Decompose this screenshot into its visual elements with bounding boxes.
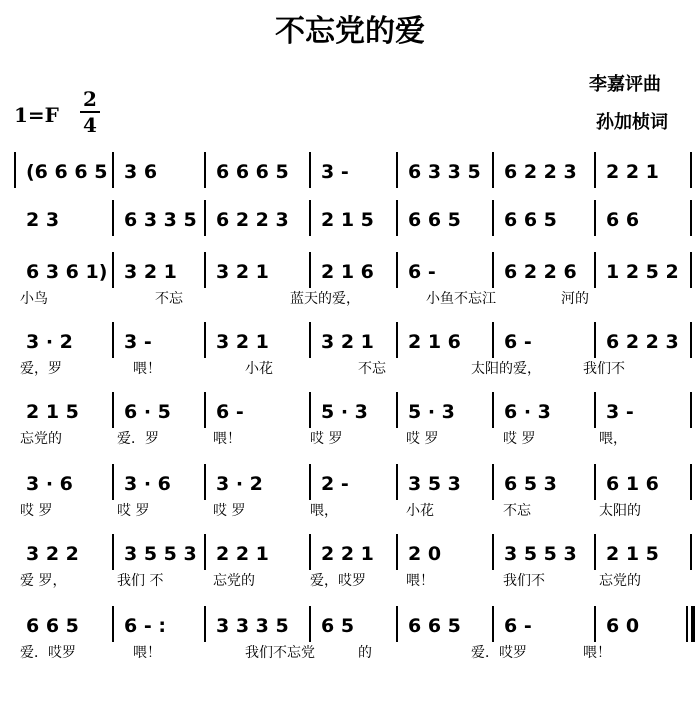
lyric-fragment: 哎 罗 — [213, 503, 246, 519]
lyric-line — [14, 290, 690, 310]
lyric-fragment: 的 — [358, 645, 372, 661]
barline — [112, 606, 114, 642]
measure: 3 5 3 — [408, 473, 461, 495]
measure: 3 2 1 — [216, 261, 269, 283]
lyric-fragment: 爱 罗， — [20, 573, 67, 589]
barline — [204, 606, 206, 642]
measure: 6 · 5 — [124, 401, 171, 423]
measure: 6 3 3 5 — [408, 161, 481, 183]
lyric-fragment: 不忘 — [358, 361, 386, 377]
measure-notes — [14, 158, 690, 188]
lyric-fragment: 爱，罗 — [20, 361, 62, 377]
measure: 2 2 1 — [321, 543, 374, 565]
lyric-fragment: 喂， — [599, 431, 627, 447]
barline — [396, 392, 398, 428]
measure: 6 - — [408, 261, 436, 283]
barline — [204, 152, 206, 188]
measure: 6 6 5 — [26, 615, 79, 637]
lyricist-credit: 孙加桢词 — [596, 112, 668, 133]
measure: 2 1 5 — [321, 209, 374, 231]
lyric-fragment: 我们不 — [503, 573, 545, 589]
measure: 2 0 — [408, 543, 442, 565]
barline — [594, 152, 596, 188]
measure: 3 5 5 3 — [504, 543, 577, 565]
barline — [690, 534, 692, 570]
lyric-fragment: 太阳的爱， — [471, 361, 541, 377]
barline — [396, 152, 398, 188]
measure-notes — [14, 470, 690, 500]
measure: 2 1 5 — [26, 401, 79, 423]
lyric-fragment: 我们 不 — [117, 573, 164, 589]
measure: 6 6 5 — [504, 209, 557, 231]
barline — [492, 152, 494, 188]
measure: 3 · 6 — [26, 473, 73, 495]
barline — [690, 392, 692, 428]
lyric-fragment: 爱．罗 — [117, 431, 159, 447]
barline — [309, 200, 311, 236]
measure: 3 2 1 — [124, 261, 177, 283]
barline — [112, 322, 114, 358]
barline — [396, 606, 398, 642]
barline — [594, 464, 596, 500]
measure: 6 3 6 1) — [26, 261, 108, 283]
measure: 3 · 2 — [26, 331, 73, 353]
lyric-fragment: 哎 罗 — [20, 503, 53, 519]
barline — [309, 252, 311, 288]
measure: 1 2 5 2 — [606, 261, 679, 283]
barline — [690, 152, 692, 188]
lyric-fragment: 喂！ — [406, 573, 434, 589]
measure: 6 6 5 — [408, 615, 461, 637]
lyric-fragment: 小鱼不忘江 — [426, 291, 496, 307]
lyric-fragment: 河的 — [561, 291, 589, 307]
lyric-line — [14, 644, 690, 664]
measure: 6 2 2 3 — [216, 209, 289, 231]
measure-notes — [14, 328, 690, 358]
lyric-fragment: 忘党的 — [599, 573, 641, 589]
barline — [492, 534, 494, 570]
lyric-fragment: 喂！ — [133, 361, 161, 377]
measure: 3 · 6 — [124, 473, 171, 495]
measure: 6 3 3 5 — [124, 209, 197, 231]
measure: 2 1 5 — [606, 543, 659, 565]
barline — [396, 252, 398, 288]
barline — [112, 252, 114, 288]
measure: 3 3 3 5 — [216, 615, 289, 637]
barline — [594, 252, 596, 288]
lyric-fragment: 小花 — [406, 503, 434, 519]
barline — [690, 200, 692, 236]
barline — [309, 534, 311, 570]
measure: 6 6 5 — [408, 209, 461, 231]
lyric-fragment: 蓝天的爱， — [290, 291, 360, 307]
final-barline — [686, 606, 694, 642]
barline — [492, 200, 494, 236]
lyric-fragment: 爱，哎罗 — [310, 573, 366, 589]
lyric-fragment: 哎 罗 — [117, 503, 150, 519]
lyric-fragment: 忘党的 — [20, 431, 62, 447]
measure: 3 6 — [124, 161, 158, 183]
lyric-fragment: 小鸟 — [20, 291, 48, 307]
barline — [492, 392, 494, 428]
measure: (6 6 6 5 — [26, 161, 108, 183]
measure: 6 5 3 — [504, 473, 557, 495]
barline — [396, 534, 398, 570]
lyric-fragment: 太阳的 — [599, 503, 641, 519]
measure: 3 2 1 — [216, 331, 269, 353]
barline — [112, 534, 114, 570]
measure: 3 - — [606, 401, 634, 423]
lyric-line — [14, 430, 690, 450]
measure-notes — [14, 206, 690, 236]
measure: 3 5 5 3 — [124, 543, 197, 565]
measure-notes — [14, 540, 690, 570]
measure: 6 - : — [124, 615, 166, 637]
barline — [396, 200, 398, 236]
measure: 6 1 6 — [606, 473, 659, 495]
barline — [594, 534, 596, 570]
barline — [204, 392, 206, 428]
measure-notes — [14, 398, 690, 428]
barline — [309, 392, 311, 428]
barline — [690, 464, 692, 500]
measure: 3 2 1 — [321, 331, 374, 353]
measure: 6 - — [216, 401, 244, 423]
barline — [690, 322, 692, 358]
key-signature: 1=F — [14, 103, 59, 127]
lyric-fragment: 忘党的 — [213, 573, 255, 589]
barline — [204, 322, 206, 358]
barline — [309, 322, 311, 358]
measure: 3 - — [124, 331, 152, 353]
lyric-line — [14, 572, 690, 592]
measure: 5 · 3 — [408, 401, 455, 423]
measure-notes — [14, 258, 690, 288]
time-signature-top: 2 — [83, 87, 97, 111]
lyric-line — [14, 360, 690, 380]
measure: 6 2 2 3 — [504, 161, 577, 183]
barline — [204, 534, 206, 570]
measure: 2 1 6 — [321, 261, 374, 283]
barline — [594, 606, 596, 642]
measure: 6 · 3 — [504, 401, 551, 423]
barline — [492, 252, 494, 288]
lyric-fragment: 喂！ — [133, 645, 161, 661]
time-signature — [80, 88, 100, 136]
measure: 6 5 — [321, 615, 355, 637]
lyric-fragment: 哎 罗 — [310, 431, 343, 447]
lyric-fragment: 爱．哎罗 — [471, 645, 527, 661]
measure: 2 2 1 — [606, 161, 659, 183]
barline — [309, 606, 311, 642]
lyric-fragment: 爱．哎罗 — [20, 645, 76, 661]
barline — [204, 252, 206, 288]
barline — [396, 464, 398, 500]
lyric-fragment: 喂！ — [213, 431, 241, 447]
barline — [204, 200, 206, 236]
measure-notes — [14, 612, 690, 642]
lyric-fragment: 哎 罗 — [406, 431, 439, 447]
barline — [396, 322, 398, 358]
barline — [112, 392, 114, 428]
barline — [112, 152, 114, 188]
lyric-fragment: 小花 — [245, 361, 273, 377]
measure: 3 - — [321, 161, 349, 183]
barline — [690, 252, 692, 288]
lyric-fragment: 喂， — [310, 503, 338, 519]
measure: 6 6 6 5 — [216, 161, 289, 183]
lyric-fragment: 不忘 — [503, 503, 531, 519]
song-title: 不忘党的爱 — [275, 14, 425, 49]
lyric-line — [14, 502, 690, 522]
measure: 6 - — [504, 615, 532, 637]
measure: 2 3 — [26, 209, 60, 231]
lyric-fragment: 哎 罗 — [503, 431, 536, 447]
time-signature-bottom: 4 — [83, 113, 97, 137]
measure: 6 6 — [606, 209, 640, 231]
measure: 5 · 3 — [321, 401, 368, 423]
barline — [204, 464, 206, 500]
measure: 3 2 2 — [26, 543, 79, 565]
measure: 2 1 6 — [408, 331, 461, 353]
barline — [309, 152, 311, 188]
barline — [112, 200, 114, 236]
barline — [112, 464, 114, 500]
measure: 6 2 2 6 — [504, 261, 577, 283]
measure: 6 - — [504, 331, 532, 353]
barline — [309, 464, 311, 500]
barline — [492, 606, 494, 642]
measure: 2 - — [321, 473, 349, 495]
lyric-fragment: 我们不忘党 — [245, 645, 315, 661]
lyric-fragment: 不忘 — [155, 291, 183, 307]
measure: 6 2 2 3 — [606, 331, 679, 353]
measure: 6 0 — [606, 615, 640, 637]
barline — [492, 322, 494, 358]
measure: 2 2 1 — [216, 543, 269, 565]
lyric-fragment: 我们不 — [583, 361, 625, 377]
measure: 3 · 2 — [216, 473, 263, 495]
barline — [14, 152, 16, 188]
barline — [492, 464, 494, 500]
composer-credit: 李嘉评曲 — [589, 74, 661, 95]
barline — [594, 392, 596, 428]
barline — [594, 200, 596, 236]
barline — [594, 322, 596, 358]
lyric-fragment: 喂！ — [583, 645, 611, 661]
